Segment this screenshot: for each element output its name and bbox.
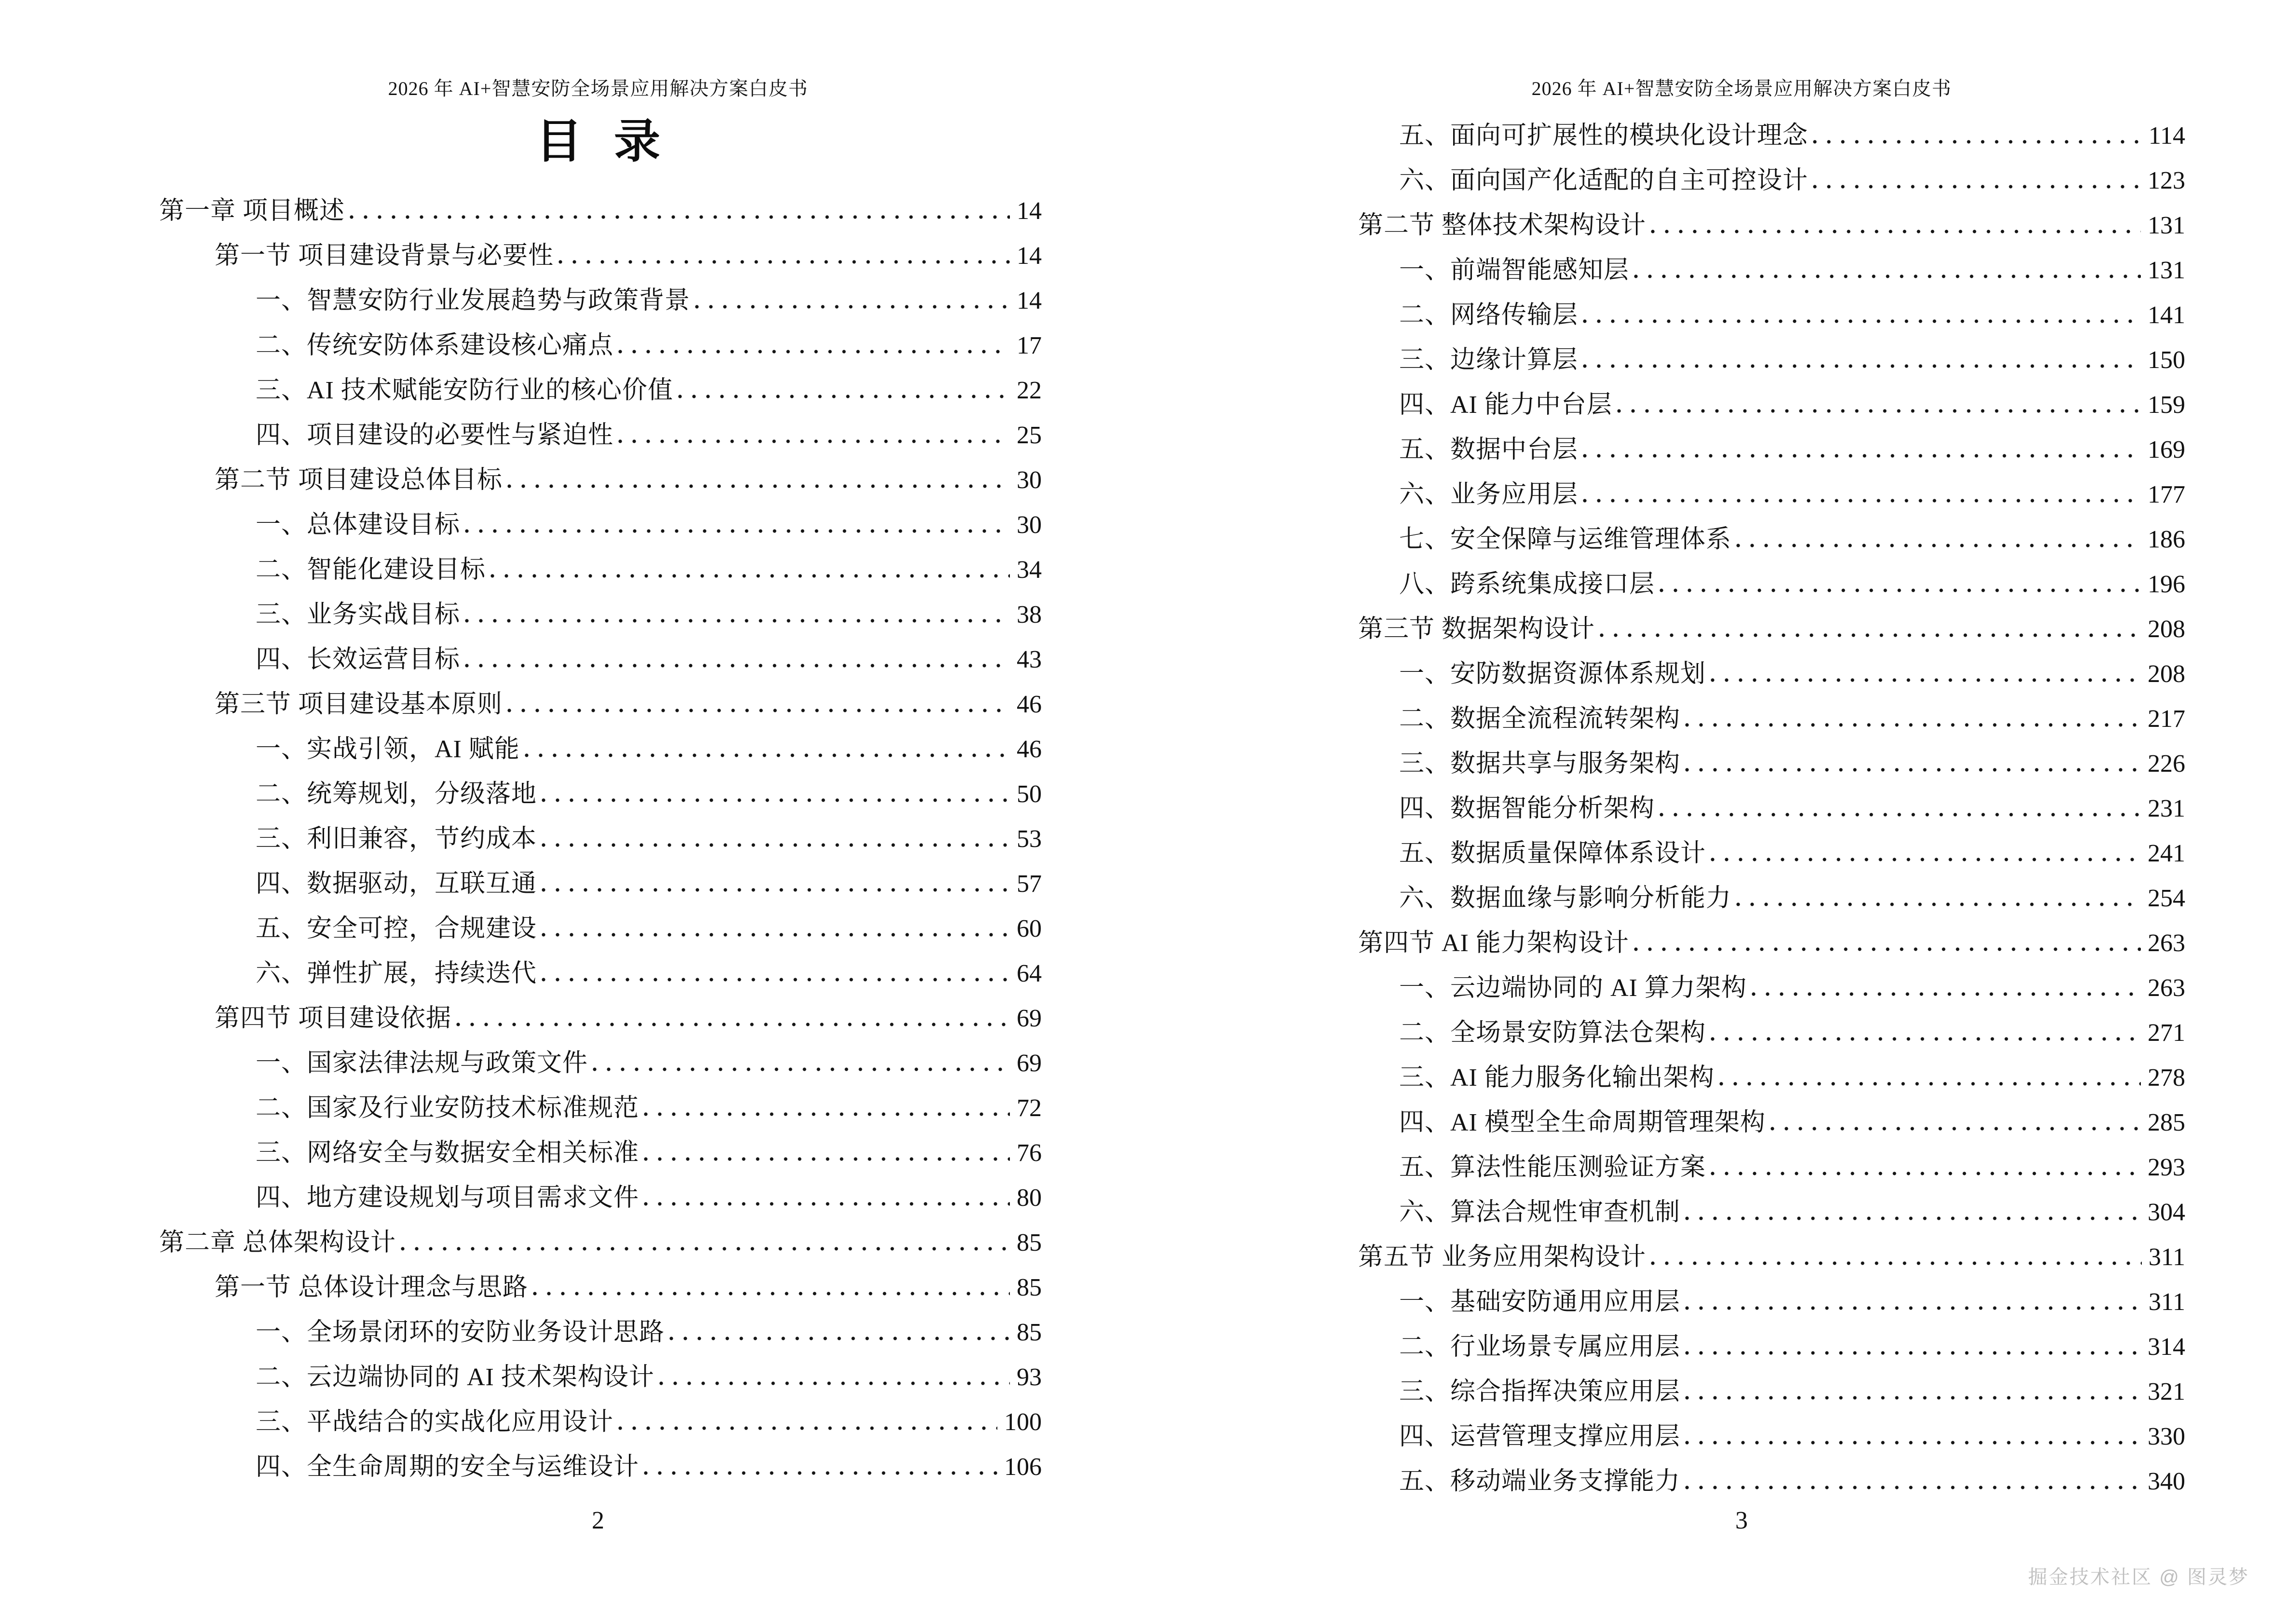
dot-leader	[1719, 1081, 2141, 1086]
dot-leader	[490, 573, 1010, 578]
toc-entry-page: 177	[2148, 481, 2185, 508]
toc-list	[154, 189, 1042, 1489]
toc-entry-page: 123	[2148, 167, 2185, 194]
toc-entry-page: 330	[2148, 1423, 2185, 1450]
toc-entry[interactable]	[1298, 338, 2185, 382]
dot-leader	[1813, 139, 2142, 144]
toc-entry-label: 三、利旧兼容，节约成本	[256, 825, 537, 853]
watermark: 掘金技术社区 @ 图灵梦	[2028, 1567, 2249, 1588]
dot-leader	[618, 1426, 997, 1430]
toc-entry-label: 第五节 业务应用架构设计	[1358, 1243, 1647, 1271]
dot-leader	[1660, 588, 2141, 592]
toc-entry-label: 五、算法性能压测验证方案	[1399, 1154, 1706, 1181]
toc-entry[interactable]	[154, 682, 1042, 727]
toc-entry[interactable]	[154, 727, 1042, 772]
toc-list	[1298, 113, 2185, 1504]
running-header: 2026 年 AI+智慧安防全场景应用解决方案白皮书	[1531, 78, 1952, 99]
toc-entry-label: 四、全生命周期的安全与运维设计	[256, 1453, 640, 1481]
toc-entry-page: 85	[1017, 1274, 1042, 1301]
toc-entry-label: 七、安全保障与运维管理体系	[1399, 526, 1732, 553]
toc-entry[interactable]	[154, 817, 1042, 861]
toc-entry-page: 263	[2148, 929, 2185, 957]
dot-leader	[1685, 1306, 2142, 1310]
dot-leader	[558, 259, 1010, 264]
toc-entry-label: 二、全场景安防算法仓架构	[1399, 1019, 1706, 1047]
toc-entry-page: 131	[2148, 212, 2185, 239]
toc-entry[interactable]	[154, 1220, 1042, 1265]
toc-entry[interactable]	[154, 323, 1042, 368]
dot-leader	[542, 977, 1010, 982]
toc-entry-page: 25	[1017, 422, 1042, 449]
toc-entry-label: 四、AI 能力中台层	[1399, 391, 1612, 419]
toc-entry-label: 四、运营管理支撑应用层	[1399, 1423, 1681, 1450]
dot-leader	[1711, 678, 2141, 682]
toc-entry-label: 二、传统安防体系建设核心痛点	[256, 332, 614, 359]
toc-entry-label: 二、网络传输层	[1399, 301, 1579, 329]
toc-entry[interactable]	[1298, 248, 2185, 293]
toc-entry-label: 五、安全可控，合规建设	[256, 915, 537, 942]
toc-entry[interactable]	[1298, 1235, 2185, 1280]
toc-entry-label: 二、智能化建设目标	[256, 556, 486, 584]
dot-leader	[1685, 1485, 2141, 1489]
dot-leader	[593, 1067, 1010, 1071]
dot-leader	[542, 798, 1010, 802]
dot-leader	[1685, 1351, 2141, 1355]
toc-entry-label: 六、面向国产化适配的自主可控设计	[1399, 167, 1809, 194]
dot-leader	[465, 529, 1010, 533]
toc-page-right	[1144, 0, 2287, 1624]
toc-entry[interactable]	[154, 906, 1042, 951]
toc-entry-page: 30	[1017, 466, 1042, 494]
toc-entry[interactable]	[1298, 382, 2185, 427]
toc-entry-label: 一、总体建设目标	[256, 511, 461, 539]
toc-entry-page: 46	[1017, 691, 1042, 718]
toc-entry-page: 30	[1017, 511, 1042, 539]
dot-leader	[507, 484, 1010, 488]
toc-entry-label: 六、业务应用层	[1399, 481, 1579, 508]
dot-leader	[401, 1246, 1010, 1251]
toc-entry-label: 五、移动端业务支撑能力	[1399, 1468, 1681, 1495]
toc-entry-page: 85	[1017, 1229, 1042, 1256]
toc-entry[interactable]	[154, 996, 1042, 1041]
dot-leader	[1634, 274, 2141, 278]
toc-entry-label: 八、跨系统集成接口层	[1399, 571, 1655, 598]
toc-entry-page: 60	[1017, 915, 1042, 942]
toc-entry-label: 第一章 项目概述	[159, 197, 345, 225]
dot-leader	[1711, 1037, 2141, 1041]
dot-leader	[1634, 947, 2141, 951]
dot-leader	[1685, 1395, 2141, 1400]
dot-leader	[1583, 364, 2141, 368]
toc-entry-label: 三、平战结合的实战化应用设计	[256, 1408, 614, 1436]
toc-entry-page: 311	[2148, 1288, 2185, 1316]
toc-entry-page: 285	[2148, 1109, 2185, 1136]
toc-entry[interactable]	[154, 861, 1042, 906]
dot-leader	[350, 215, 1010, 219]
toc-entry[interactable]	[1298, 1280, 2185, 1324]
toc-entry-page: 141	[2148, 301, 2185, 329]
toc-entry-label: 二、数据全流程流转架构	[1399, 705, 1681, 733]
toc-entry[interactable]	[1298, 293, 2185, 338]
toc-entry-label: 三、边缘计算层	[1399, 346, 1579, 374]
toc-entry-page: 50	[1017, 780, 1042, 808]
toc-entry-label: 一、国家法律法规与政策文件	[256, 1050, 588, 1077]
toc-entry-label: 第一节 总体设计理念与思路	[215, 1274, 529, 1301]
toc-entry-label: 第二节 整体技术架构设计	[1358, 212, 1647, 239]
toc-entry-label: 四、长效运营目标	[256, 646, 461, 673]
dot-leader	[1685, 1216, 2141, 1220]
toc-entry[interactable]	[1298, 921, 2185, 966]
toc-entry-page: 293	[2148, 1154, 2185, 1181]
toc-entry[interactable]	[1298, 1010, 2185, 1055]
toc-entry-page: 217	[2148, 705, 2185, 733]
dot-leader	[1583, 319, 2141, 323]
toc-entry-label: 一、基础安防通用应用层	[1399, 1288, 1681, 1316]
toc-entry-label: 二、国家及行业安防技术标准规范	[256, 1094, 640, 1122]
toc-entry-page: 131	[2148, 257, 2185, 284]
toc-entry-page: 169	[2148, 436, 2185, 464]
toc-entry-label: 六、算法合规性审查机制	[1399, 1199, 1681, 1226]
toc-entry-label: 第三节 数据架构设计	[1358, 615, 1595, 643]
toc-entry-page: 304	[2148, 1199, 2185, 1226]
toc-entry[interactable]	[154, 1131, 1042, 1175]
toc-entry-label: 第一节 项目建设背景与必要性	[215, 242, 554, 270]
toc-entry[interactable]	[1298, 1100, 2185, 1145]
toc-entry-page: 69	[1017, 1005, 1042, 1032]
dot-leader	[1651, 1261, 2142, 1265]
toc-entry[interactable]	[1298, 831, 2185, 876]
toc-entry-label: 一、前端智能感知层	[1399, 257, 1630, 284]
toc-entry-label: 三、综合指挥决策应用层	[1399, 1378, 1681, 1406]
toc-entry-page: 208	[2148, 660, 2185, 688]
toc-entry-label: 四、数据驱动，互联互通	[256, 870, 537, 898]
toc-entry[interactable]	[154, 1041, 1042, 1086]
toc-entry[interactable]	[1298, 607, 2185, 652]
toc-title: 目 录	[536, 116, 660, 167]
dot-leader	[542, 843, 1010, 847]
dot-leader	[533, 1291, 1010, 1296]
dot-leader	[1711, 857, 2141, 861]
toc-entry-page: 311	[2148, 1243, 2185, 1271]
toc-entry-label: 三、网络安全与数据安全相关标准	[256, 1139, 640, 1167]
toc-entry-label: 四、项目建设的必要性与紧迫性	[256, 422, 614, 449]
toc-entry[interactable]	[154, 189, 1042, 233]
dot-leader	[1583, 498, 2141, 503]
toc-entry-label: 三、数据共享与服务架构	[1399, 750, 1681, 778]
toc-entry[interactable]	[1298, 562, 2185, 607]
toc-entry-label: 五、数据中台层	[1399, 436, 1579, 464]
dot-leader	[695, 304, 1010, 309]
toc-entry-page: 150	[2148, 346, 2185, 374]
toc-entry[interactable]	[154, 233, 1042, 278]
toc-entry[interactable]	[1298, 1324, 2185, 1369]
toc-entry[interactable]	[1298, 1459, 2185, 1504]
dot-leader	[1770, 1126, 2141, 1131]
toc-entry-page: 46	[1017, 736, 1042, 763]
toc-entry-page: 186	[2148, 526, 2185, 553]
toc-entry[interactable]	[1298, 517, 2185, 562]
toc-entry-label: 第二节 项目建设总体目标	[215, 466, 503, 494]
toc-entry[interactable]	[1298, 1369, 2185, 1414]
toc-entry-page: 14	[1017, 197, 1042, 225]
toc-entry-label: 三、AI 技术赋能安防行业的核心价值	[256, 377, 673, 404]
toc-entry-page: 196	[2148, 571, 2185, 598]
toc-entry-page: 17	[1017, 332, 1042, 359]
dot-leader	[618, 349, 1010, 354]
toc-entry-page: 85	[1017, 1319, 1042, 1346]
toc-entry-page: 76	[1017, 1139, 1042, 1167]
toc-entry-label: 四、地方建设规划与项目需求文件	[256, 1184, 640, 1212]
dot-leader	[1685, 767, 2141, 772]
page-number: 2	[592, 1507, 604, 1534]
toc-entry-label: 二、行业场景专属应用层	[1399, 1333, 1681, 1361]
toc-entry-page: 254	[2148, 885, 2185, 912]
toc-entry-page: 271	[2148, 1019, 2185, 1047]
toc-entry-label: 四、数据智能分析架构	[1399, 795, 1655, 822]
toc-entry[interactable]	[1298, 966, 2185, 1010]
toc-entry-label: 四、AI 模型全生命周期管理架构	[1399, 1109, 1766, 1136]
toc-entry[interactable]	[1298, 113, 2185, 158]
toc-entry[interactable]	[1298, 696, 2185, 741]
toc-entry[interactable]	[1298, 652, 2185, 696]
toc-entry[interactable]	[154, 547, 1042, 592]
toc-entry-label: 六、弹性扩展，持续迭代	[256, 960, 537, 987]
toc-entry-page: 226	[2148, 750, 2185, 778]
toc-entry-label: 五、数据质量保障体系设计	[1399, 840, 1706, 867]
toc-entry-page: 69	[1017, 1050, 1042, 1077]
toc-entry[interactable]	[154, 503, 1042, 547]
dot-leader	[618, 439, 1010, 443]
toc-entry[interactable]	[154, 1265, 1042, 1310]
toc-entry-label: 一、智慧安防行业发展趋势与政策背景	[256, 287, 691, 314]
toc-entry[interactable]	[154, 1445, 1042, 1489]
toc-entry[interactable]	[154, 1086, 1042, 1131]
dot-leader	[659, 1381, 1010, 1385]
dot-leader	[1685, 723, 2141, 727]
toc-entry[interactable]	[1298, 741, 2185, 786]
toc-entry[interactable]	[154, 1175, 1042, 1220]
toc-entry-page: 208	[2148, 615, 2185, 643]
dot-leader	[542, 887, 1010, 892]
toc-entry[interactable]	[154, 592, 1042, 637]
toc-entry-page: 100	[1004, 1408, 1042, 1436]
toc-entry[interactable]	[1298, 1414, 2185, 1459]
dot-leader	[1813, 184, 2141, 189]
toc-entry[interactable]	[154, 1355, 1042, 1400]
toc-entry-label: 六、数据血缘与影响分析能力	[1399, 885, 1732, 912]
toc-entry-page: 14	[1017, 242, 1042, 270]
toc-entry[interactable]	[1298, 786, 2185, 831]
toc-entry-page: 114	[2148, 122, 2185, 150]
dot-leader	[644, 1112, 1010, 1116]
dot-leader	[525, 753, 1010, 757]
dot-leader	[644, 1201, 1010, 1206]
toc-entry[interactable]	[1298, 427, 2185, 472]
dot-leader	[644, 1471, 997, 1475]
toc-entry[interactable]	[154, 413, 1042, 458]
toc-entry-page: 43	[1017, 646, 1042, 673]
dot-leader	[1736, 902, 2141, 906]
toc-entry-page: 263	[2148, 974, 2185, 1002]
dot-leader	[1752, 992, 2141, 996]
toc-entry[interactable]	[1298, 1055, 2185, 1100]
toc-entry-label: 第四节 项目建设依据	[215, 1005, 452, 1032]
toc-entry-page: 241	[2148, 840, 2185, 867]
toc-entry-label: 第二章 总体架构设计	[159, 1229, 396, 1256]
dot-leader	[542, 932, 1010, 937]
toc-entry-page: 72	[1017, 1094, 1042, 1122]
dot-leader	[465, 618, 1010, 623]
dot-leader	[1583, 453, 2141, 458]
toc-entry-page: 80	[1017, 1184, 1042, 1212]
toc-entry[interactable]	[1298, 203, 2185, 248]
dot-leader	[669, 1336, 1010, 1340]
toc-entry-label: 第四节 AI 能力架构设计	[1358, 929, 1629, 957]
toc-entry-label: 三、业务实战目标	[256, 601, 461, 628]
toc-entry-page: 278	[2148, 1064, 2185, 1092]
toc-entry[interactable]	[1298, 876, 2185, 921]
toc-entry[interactable]	[1298, 472, 2185, 517]
dot-leader	[644, 1157, 1010, 1161]
toc-entry[interactable]	[154, 458, 1042, 503]
toc-entry[interactable]	[154, 1310, 1042, 1355]
dot-leader	[1711, 1171, 2141, 1175]
dot-leader	[1736, 543, 2141, 547]
toc-entry-page: 321	[2148, 1378, 2185, 1406]
toc-entry-page: 93	[1017, 1364, 1042, 1391]
toc-entry[interactable]	[154, 368, 1042, 413]
page-number: 3	[1735, 1507, 1748, 1534]
toc-entry-page: 314	[2148, 1333, 2185, 1361]
toc-entry-label: 一、安防数据资源体系规划	[1399, 660, 1706, 688]
toc-entry-label: 第三节 项目建设基本原则	[215, 691, 503, 718]
dot-leader	[1651, 229, 2141, 233]
toc-entry[interactable]	[1298, 1190, 2185, 1235]
toc-entry-page: 159	[2148, 391, 2185, 419]
toc-entry-label: 一、全场景闭环的安防业务设计思路	[256, 1319, 665, 1346]
dot-leader	[678, 394, 1010, 398]
toc-entry-page: 231	[2148, 795, 2185, 822]
toc-entry[interactable]	[1298, 158, 2185, 203]
toc-entry-page: 64	[1017, 960, 1042, 987]
dot-leader	[465, 663, 1010, 668]
toc-entry[interactable]	[154, 951, 1042, 996]
running-header: 2026 年 AI+智慧安防全场景应用解决方案白皮书	[388, 78, 808, 99]
toc-entry[interactable]	[154, 637, 1042, 682]
toc-entry[interactable]	[154, 772, 1042, 817]
dot-leader	[1617, 409, 2141, 413]
toc-entry-label: 三、AI 能力服务化输出架构	[1399, 1064, 1715, 1092]
toc-entry-page: 38	[1017, 601, 1042, 628]
dot-leader	[1600, 633, 2141, 637]
toc-entry-page: 22	[1017, 377, 1042, 404]
toc-entry-page: 340	[2148, 1468, 2185, 1495]
toc-entry-label: 五、面向可扩展性的模块化设计理念	[1399, 122, 1809, 150]
toc-entry-label: 一、实战引领，AI 赋能	[256, 736, 520, 763]
dot-leader	[507, 708, 1010, 712]
toc-entry-page: 14	[1017, 287, 1042, 314]
toc-entry-page: 53	[1017, 825, 1042, 853]
toc-entry-page: 34	[1017, 556, 1042, 584]
toc-entry-label: 二、统筹规划，分级落地	[256, 780, 537, 808]
toc-entry[interactable]	[1298, 1145, 2185, 1190]
toc-entry-label: 二、云边端协同的 AI 技术架构设计	[256, 1364, 654, 1391]
toc-entry-label: 一、云边端协同的 AI 算力架构	[1399, 974, 1747, 1002]
toc-entry-page: 57	[1017, 870, 1042, 898]
toc-entry[interactable]	[154, 1400, 1042, 1445]
dot-leader	[1685, 1440, 2141, 1445]
dot-leader	[1660, 812, 2141, 817]
toc-entry-page: 106	[1004, 1453, 1042, 1481]
toc-entry[interactable]	[154, 278, 1042, 323]
dot-leader	[456, 1022, 1010, 1026]
